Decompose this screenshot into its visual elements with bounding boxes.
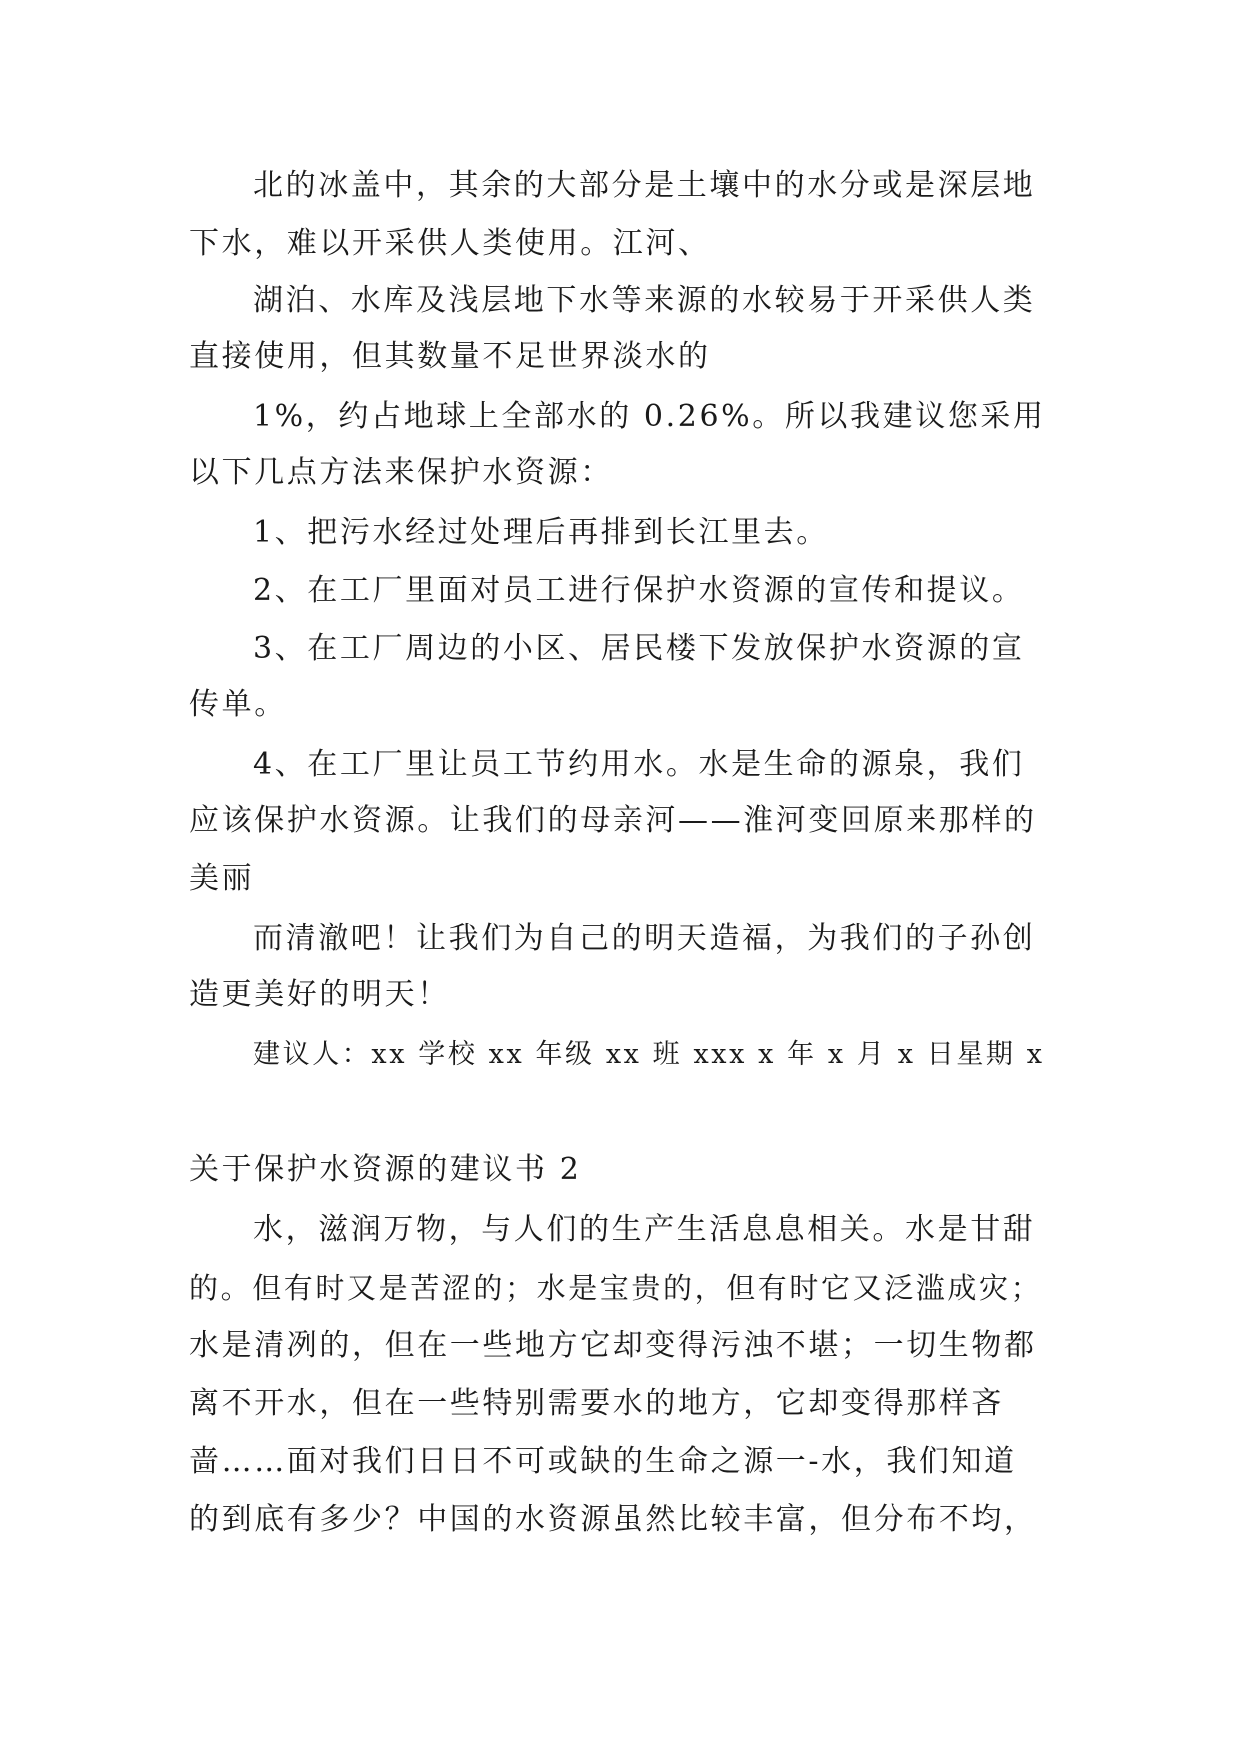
text-line: 离不开水，但在一些特别需要水的地方，它却变得那样吝 <box>189 1386 1004 1421</box>
list-item: 3、在工厂周边的小区、居民楼下发放保护水资源的宣 <box>253 631 1025 666</box>
text-line: 水，滋润万物，与人们的生产生活息息相关。水是甘甜 <box>253 1212 1036 1247</box>
text-line: 直接使用，但其数量不足世界淡水的 <box>189 339 711 374</box>
text-line: 应该保护水资源。让我们的母亲河——淮河变回原来那样的 <box>189 803 1037 838</box>
text-line: 的到底有多少？中国的水资源虽然比较丰富，但分布不均， <box>189 1502 1037 1537</box>
text-line: 传单。 <box>189 687 287 722</box>
text-line: 北的冰盖中，其余的大部分是土壤中的水分或是深层地 <box>253 168 1036 203</box>
list-item: 1、把污水经过处理后再排到长江里去。 <box>253 515 829 550</box>
text-line: 1%，约占地球上全部水的 0.26%。所以我建议您采用 <box>253 399 1046 434</box>
section-heading: 关于保护水资源的建议书 2 <box>189 1152 582 1187</box>
text-line: 美丽 <box>189 861 255 896</box>
text-line: 的。但有时又是苦涩的；水是宝贵的，但有时它又泛滥成灾； <box>189 1271 1043 1305</box>
list-item: 4、在工厂里让员工节约用水。水是生命的源泉，我们 <box>253 747 1025 782</box>
text-line: 湖泊、水库及浅层地下水等来源的水较易于开采供人类 <box>253 283 1036 318</box>
text-line: 水是清冽的，但在一些地方它却变得污浊不堪；一切生物都 <box>189 1328 1037 1363</box>
text-line: 以下几点方法来保护水资源： <box>189 455 613 490</box>
list-item: 2、在工厂里面对员工进行保护水资源的宣传和提议。 <box>253 573 1025 608</box>
text-line: 而清澈吧！让我们为自己的明天造福，为我们的子孙创 <box>253 921 1036 956</box>
text-line: 造更美好的明天！ <box>189 977 450 1012</box>
text-line: 下水，难以开采供人类使用。江河、 <box>189 226 711 261</box>
signature-line: 建议人：xx 学校 xx 年级 xx 班 xxx x 年 x 月 x 日星期 x <box>253 1039 1045 1070</box>
text-line: 啬……面对我们日日不可或缺的生命之源一-水，我们知道 <box>189 1444 1017 1479</box>
